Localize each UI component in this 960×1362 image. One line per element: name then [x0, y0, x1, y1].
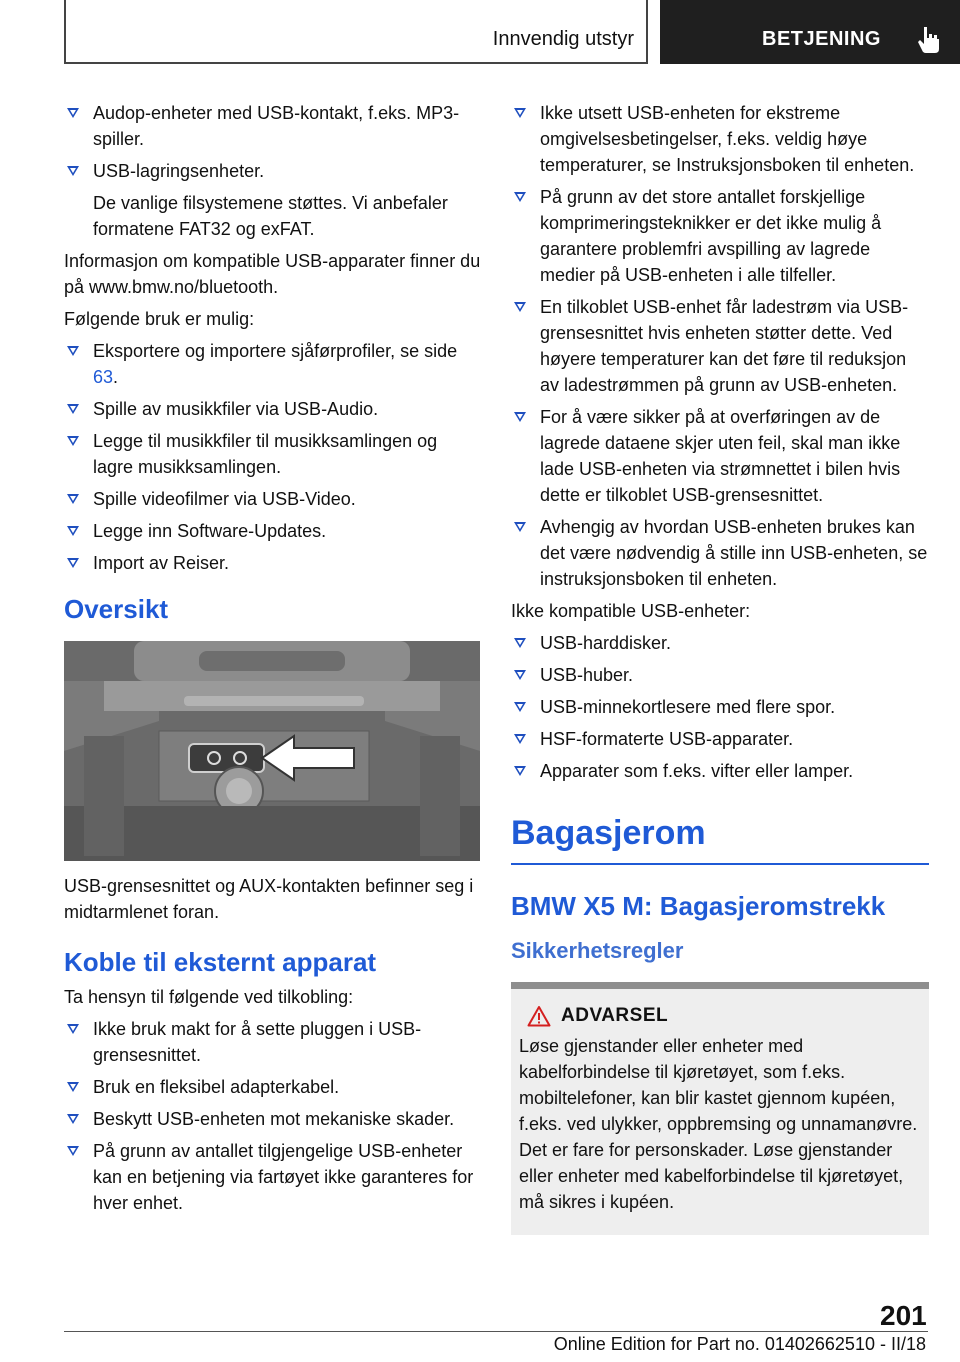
header-chapter-tab [660, 0, 960, 64]
bullet-triangle-icon [67, 436, 79, 446]
bullet-triangle-icon [67, 166, 79, 176]
bullet-list-usb-notes [511, 100, 929, 592]
heading-connect: Koble til eksternt apparat [64, 947, 377, 977]
list-item: Apparater som f.eks. vifter eller lamper. [511, 758, 929, 784]
bullet-list-connect [64, 1016, 482, 1216]
warning-header [527, 1005, 921, 1027]
bullet-triangle-icon [67, 494, 79, 504]
bullet-triangle-icon [514, 412, 526, 422]
usb-interface-photo [64, 641, 480, 861]
header-chapter-title: BETJENING [762, 28, 881, 50]
list-item: Bruk en fleksibel adapterkabel. [64, 1074, 482, 1100]
page-reference-link[interactable]: 63 [93, 367, 114, 387]
paragraph-info: Informasjon om kompatible USB-apparater finner du på www.bmw.no/bluetooth. [64, 251, 481, 297]
paragraph-usage: Følgende bruk er mulig: [64, 309, 255, 329]
list-item: USB-harddisker. [511, 630, 929, 656]
warning-triangle-icon [527, 1005, 551, 1027]
list-item-note: De vanlige filsystemene støttes. Vi anbefaler formatene FAT32 og exFAT. [93, 193, 448, 239]
warning-box [511, 982, 929, 1235]
paragraph-connect: Ta hensyn til følgende ved tilkobling: [64, 987, 354, 1007]
list-item: Spille videofilmer via USB-Video. [64, 486, 482, 512]
bullet-triangle-icon [514, 734, 526, 744]
list-item: Avhengig av hvordan USB-enheten brukes kan det være nødvendig å stille inn USB-enheten, se instruksjonsboken til enheten. [511, 514, 929, 592]
list-item: Eksportere og importere sjåførprofiler, se side 63. [64, 338, 482, 390]
list-item: Legge til musikkfiler til musikksamlingen og lagre musikksamlingen. [64, 428, 482, 480]
bullet-triangle-icon [67, 404, 79, 414]
list-item: En tilkoblet USB-enhet får ladestrøm via USB-grensesnittet hvis enheten støtter dette. Ved høyere temperaturer kan det føre til reduksjon av ladestrømmen på grunn av USB-enheten. [511, 294, 929, 398]
list-item: USB-huber. [511, 662, 929, 688]
heading-trunk: Bagasjerom [511, 814, 929, 865]
bullet-triangle-icon [514, 638, 526, 648]
list-item: På grunn av antallet tilgjengelige USB-enheter kan en betjening via fartøyet ikke garanteres for hver enhet. [64, 1138, 482, 1216]
warning-text: Løse gjenstander eller enheter med kabelforbindelse til kjøretøyet, som f.eks. mobiltelefoner, kan blir kastet gjennom kupéen, f.eks. ved ulykker, oppbremsing og unnamanøvre. Det er fare for personskader. Løse gjenstander eller enheter med kabelforbindelse til kjøretøyet, må sikres i kupéen. [519, 1036, 918, 1212]
heading-overview: Oversikt [64, 594, 169, 624]
bullet-list-devices [64, 100, 482, 242]
left-column [64, 100, 482, 1222]
bullet-triangle-icon [514, 522, 526, 532]
heading-model: BMW X5 M: Bagasjeromstrekk [511, 891, 886, 921]
bullet-triangle-icon [514, 766, 526, 776]
warning-title: ADVARSEL [561, 1005, 669, 1026]
bullet-triangle-icon [67, 558, 79, 568]
list-item: Legge inn Software-Updates. [64, 518, 482, 544]
bullet-triangle-icon [67, 1114, 79, 1124]
bullet-triangle-icon [67, 1082, 79, 1092]
bullet-triangle-icon [514, 670, 526, 680]
list-item: For å være sikker på at overføringen av de lagrede dataene skjer uten feil, skal man ikke lade USB-enheten via strømnettet i bilen hvis dette er tilkoblet USB-grensesnittet. [511, 404, 929, 508]
bullet-triangle-icon [514, 192, 526, 202]
paragraph-incompatible: Ikke kompatible USB-enheter: [511, 601, 751, 621]
right-column [511, 100, 929, 1235]
bullet-triangle-icon [67, 1146, 79, 1156]
photo-caption: USB-grensesnittet og AUX-kontakten befinner seg i midtarmlenet foran. [64, 876, 474, 922]
footer-divider [64, 1331, 928, 1332]
bullet-triangle-icon [514, 108, 526, 118]
list-item: Spille av musikkfiler via USB-Audio. [64, 396, 482, 422]
list-item: Import av Reiser. [64, 550, 482, 576]
list-item: HSF-formaterte USB-apparater. [511, 726, 929, 752]
page-number: 201 [880, 1300, 927, 1331]
list-item: Ikke bruk makt for å sette pluggen i USB-grensesnittet. [64, 1016, 482, 1068]
list-item: Ikke utsett USB-enheten for ekstreme omgivelsesbetingelser, f.eks. veldig høye temperaturer, se Instruksjonsboken til enheten. [511, 100, 929, 178]
list-item: Beskytt USB-enheten mot mekaniske skader. [64, 1106, 482, 1132]
list-item: USB-lagringsenheter. De vanlige filsystemene støttes. Vi anbefaler formatene FAT32 og exFAT. [64, 158, 482, 242]
list-item: På grunn av det store antallet forskjellige komprimeringsteknikker er det ikke mulig å garantere problemfri avspilling av lagrede medier på USB-enheten i alle tilfeller. [511, 184, 929, 288]
bullet-list-incompatible [511, 630, 929, 784]
footer-edition: Online Edition for Part no. 01402662510 - II/18 [553, 1334, 926, 1354]
bullet-triangle-icon [67, 1024, 79, 1034]
header-section-title: Innvendig utstyr [492, 28, 634, 50]
bullet-triangle-icon [67, 526, 79, 536]
bullet-triangle-icon [514, 302, 526, 312]
bullet-triangle-icon [67, 346, 79, 356]
pointing-hand-icon [916, 25, 942, 55]
bullet-triangle-icon [67, 108, 79, 118]
heading-safety: Sikkerhetsregler [511, 938, 684, 963]
header-section-frame [64, 0, 648, 64]
list-item: USB-minnekortlesere med flere spor. [511, 694, 929, 720]
armrest-illustration [64, 641, 480, 861]
list-item: Audop-enheter med USB-kontakt, f.eks. MP3-spiller. [64, 100, 482, 152]
bullet-triangle-icon [514, 702, 526, 712]
bullet-list-usage [64, 338, 482, 576]
